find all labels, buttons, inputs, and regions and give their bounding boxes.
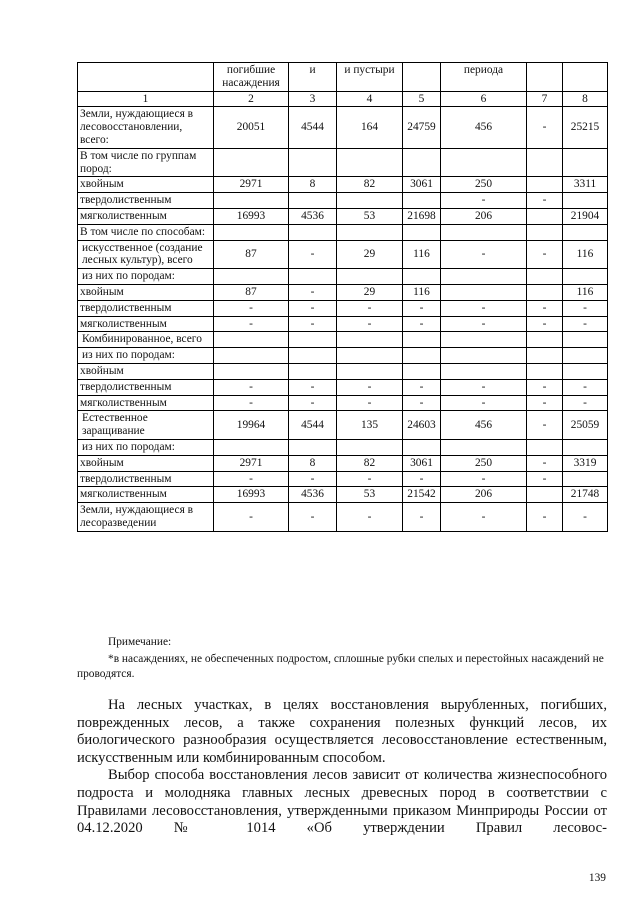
value-cell: - [289, 300, 337, 316]
value-cell: и [289, 63, 337, 92]
value-cell [563, 193, 608, 209]
value-cell [563, 269, 608, 285]
value-cell: 21542 [403, 487, 441, 503]
value-cell: 53 [337, 487, 403, 503]
value-cell: 24759 [403, 107, 441, 148]
table-row [78, 300, 608, 316]
value-cell [214, 332, 289, 348]
value-cell: 21698 [403, 208, 441, 224]
value-cell: - [527, 395, 563, 411]
table-row [78, 177, 608, 193]
value-cell [563, 63, 608, 92]
value-cell [441, 224, 527, 240]
value-cell [563, 471, 608, 487]
value-cell: 6 [441, 91, 527, 107]
value-cell: - [527, 240, 563, 269]
value-cell: - [403, 503, 441, 532]
row-label-cell: хвойным [78, 177, 214, 193]
value-cell [289, 193, 337, 209]
value-cell: 29 [337, 284, 403, 300]
table-row [78, 193, 608, 209]
value-cell: 164 [337, 107, 403, 148]
value-cell: 53 [337, 208, 403, 224]
value-cell: - [337, 471, 403, 487]
value-cell [403, 439, 441, 455]
row-label-cell: мягколиственным [78, 316, 214, 332]
row-label-cell: хвойным [78, 455, 214, 471]
row-label-cell: твердолиственным [78, 300, 214, 316]
value-cell [403, 269, 441, 285]
value-cell [403, 193, 441, 209]
value-cell: - [214, 316, 289, 332]
value-cell: - [527, 107, 563, 148]
value-cell: - [441, 240, 527, 269]
value-cell: - [289, 316, 337, 332]
value-cell [337, 224, 403, 240]
row-label-cell: мягколиственным [78, 395, 214, 411]
table-row [78, 487, 608, 503]
value-cell: 4536 [289, 208, 337, 224]
reforestation-table [77, 62, 608, 532]
value-cell: погибшие насаждения [214, 63, 289, 92]
value-cell [337, 148, 403, 177]
table-row [78, 439, 608, 455]
value-cell: - [441, 471, 527, 487]
value-cell: - [441, 300, 527, 316]
value-cell: - [214, 503, 289, 532]
value-cell [214, 193, 289, 209]
value-cell: 206 [441, 487, 527, 503]
table-row [78, 107, 608, 148]
value-cell: - [563, 316, 608, 332]
value-cell [214, 224, 289, 240]
footnote: *в насаждениях, не обеспеченных подростом, сплошные рубки спелых и перестойных насаждений не проводятся. [77, 653, 604, 680]
value-cell [337, 193, 403, 209]
value-cell [527, 332, 563, 348]
value-cell: 4 [337, 91, 403, 107]
row-label-cell [78, 63, 214, 92]
value-cell: 250 [441, 177, 527, 193]
value-cell [527, 439, 563, 455]
row-label-cell: хвойным [78, 363, 214, 379]
value-cell: и пустыри [337, 63, 403, 92]
value-cell: - [289, 503, 337, 532]
table-row [78, 224, 608, 240]
value-cell: - [337, 379, 403, 395]
paragraph: Выбор способа восстановления лесов зависит от количества жизнеспособного подроста и молодняка главных лесных древесных пород в соответствии с Правилами лесовосстановления, утвержденными приказом Минприроды России от 04.12.2020 № 1014 «Об утверждении Правил лесовос- [77, 767, 607, 837]
value-cell: 87 [214, 284, 289, 300]
table-row [78, 503, 608, 532]
row-label-cell: Естественное заращивание [78, 411, 214, 440]
value-cell [441, 363, 527, 379]
row-label-cell: из них по породам: [78, 439, 214, 455]
row-label-cell: из них по породам: [78, 269, 214, 285]
value-cell: - [527, 411, 563, 440]
row-label-cell: из них по породам: [78, 348, 214, 364]
value-cell: 4544 [289, 411, 337, 440]
value-cell: 3319 [563, 455, 608, 471]
table-row [78, 240, 608, 269]
value-cell: 3061 [403, 455, 441, 471]
value-cell [441, 284, 527, 300]
row-label-cell: В том числе по способам: [78, 224, 214, 240]
row-label-cell: твердолиственным [78, 379, 214, 395]
value-cell: 24603 [403, 411, 441, 440]
value-cell [403, 348, 441, 364]
value-cell: - [214, 300, 289, 316]
value-cell: - [527, 379, 563, 395]
row-label-cell: В том числе по группам пород: [78, 148, 214, 177]
value-cell: 3061 [403, 177, 441, 193]
value-cell [527, 284, 563, 300]
value-cell [214, 148, 289, 177]
value-cell: 16993 [214, 208, 289, 224]
value-cell: - [337, 316, 403, 332]
value-cell: 21748 [563, 487, 608, 503]
table-row [78, 269, 608, 285]
value-cell: - [403, 300, 441, 316]
table-row [78, 379, 608, 395]
value-cell [527, 177, 563, 193]
value-cell: - [527, 316, 563, 332]
value-cell [563, 363, 608, 379]
value-cell [527, 269, 563, 285]
table-row [78, 411, 608, 440]
value-cell: периода [441, 63, 527, 92]
value-cell [441, 439, 527, 455]
value-cell [403, 363, 441, 379]
value-cell [337, 348, 403, 364]
value-cell [563, 148, 608, 177]
value-cell: - [403, 471, 441, 487]
value-cell [403, 148, 441, 177]
note-title: Примечание: [108, 636, 172, 648]
value-cell [563, 439, 608, 455]
row-label-cell: 1 [78, 91, 214, 107]
value-cell: - [527, 193, 563, 209]
value-cell: - [289, 379, 337, 395]
table-row [78, 91, 608, 107]
value-cell [441, 148, 527, 177]
value-cell [214, 269, 289, 285]
row-label-cell: Земли, нуждающиеся в лесовосстановлении, всего: [78, 107, 214, 148]
value-cell: - [527, 471, 563, 487]
value-cell: - [563, 395, 608, 411]
value-cell: - [441, 193, 527, 209]
value-cell: 8 [289, 177, 337, 193]
value-cell: - [289, 395, 337, 411]
value-cell: - [563, 300, 608, 316]
value-cell: 3 [289, 91, 337, 107]
value-cell: 116 [403, 284, 441, 300]
value-cell: - [403, 395, 441, 411]
value-cell: - [403, 316, 441, 332]
value-cell [337, 363, 403, 379]
value-cell: 7 [527, 91, 563, 107]
table-row [78, 63, 608, 92]
table-row [78, 395, 608, 411]
value-cell [289, 148, 337, 177]
value-cell: 116 [563, 284, 608, 300]
value-cell: - [563, 379, 608, 395]
value-cell [214, 363, 289, 379]
value-cell [527, 63, 563, 92]
value-cell: - [337, 300, 403, 316]
value-cell: 3311 [563, 177, 608, 193]
value-cell [563, 224, 608, 240]
value-cell [527, 208, 563, 224]
row-label-cell: мягколиственным [78, 208, 214, 224]
table-row [78, 455, 608, 471]
value-cell [441, 348, 527, 364]
value-cell: 2 [214, 91, 289, 107]
row-label-cell: твердолиственным [78, 193, 214, 209]
value-cell [403, 224, 441, 240]
value-cell: 87 [214, 240, 289, 269]
value-cell: 2971 [214, 177, 289, 193]
value-cell: - [563, 503, 608, 532]
value-cell: 4544 [289, 107, 337, 148]
value-cell [441, 269, 527, 285]
value-cell: 25059 [563, 411, 608, 440]
row-label-cell: искусственное (создание лесных культур), всего [78, 240, 214, 269]
value-cell: 116 [563, 240, 608, 269]
value-cell: - [441, 379, 527, 395]
value-cell [289, 269, 337, 285]
value-cell: 135 [337, 411, 403, 440]
value-cell [289, 224, 337, 240]
row-label-cell: хвойным [78, 284, 214, 300]
value-cell: 2971 [214, 455, 289, 471]
value-cell [527, 148, 563, 177]
page-number: 139 [588, 872, 606, 884]
value-cell [563, 348, 608, 364]
table-row [78, 332, 608, 348]
value-cell: - [337, 503, 403, 532]
value-cell [527, 363, 563, 379]
value-cell: 4536 [289, 487, 337, 503]
value-cell: - [214, 379, 289, 395]
value-cell [337, 439, 403, 455]
value-cell: 82 [337, 177, 403, 193]
value-cell: - [441, 395, 527, 411]
value-cell: 8 [563, 91, 608, 107]
value-cell: 25215 [563, 107, 608, 148]
table-row [78, 348, 608, 364]
value-cell: - [214, 395, 289, 411]
value-cell [403, 63, 441, 92]
value-cell: 29 [337, 240, 403, 269]
value-cell [337, 269, 403, 285]
value-cell: - [289, 284, 337, 300]
table-row [78, 284, 608, 300]
value-cell [441, 332, 527, 348]
table-row [78, 148, 608, 177]
value-cell [289, 439, 337, 455]
value-cell: - [527, 455, 563, 471]
value-cell: - [441, 503, 527, 532]
value-cell: 82 [337, 455, 403, 471]
value-cell [527, 224, 563, 240]
value-cell [214, 348, 289, 364]
value-cell: - [289, 240, 337, 269]
value-cell: 16993 [214, 487, 289, 503]
row-label-cell: Комбинированное, всего [78, 332, 214, 348]
value-cell [563, 332, 608, 348]
value-cell: 8 [289, 455, 337, 471]
value-cell: 206 [441, 208, 527, 224]
value-cell: 20051 [214, 107, 289, 148]
value-cell: - [527, 300, 563, 316]
table-row [78, 208, 608, 224]
value-cell [289, 363, 337, 379]
value-cell: - [289, 471, 337, 487]
table-row [78, 363, 608, 379]
value-cell [527, 487, 563, 503]
value-cell [289, 348, 337, 364]
value-cell [337, 332, 403, 348]
value-cell: 250 [441, 455, 527, 471]
value-cell: - [403, 379, 441, 395]
value-cell [289, 332, 337, 348]
value-cell [214, 439, 289, 455]
table-row [78, 316, 608, 332]
row-label-cell: Земли, нуждающиеся в лесоразведении [78, 503, 214, 532]
value-cell: 5 [403, 91, 441, 107]
value-cell [403, 332, 441, 348]
value-cell: - [441, 316, 527, 332]
value-cell: 21904 [563, 208, 608, 224]
value-cell: - [527, 503, 563, 532]
row-label-cell: твердолиственным [78, 471, 214, 487]
table-row [78, 471, 608, 487]
value-cell: 456 [441, 107, 527, 148]
row-label-cell: мягколиственным [78, 487, 214, 503]
value-cell: - [214, 471, 289, 487]
value-cell [527, 348, 563, 364]
value-cell: 456 [441, 411, 527, 440]
paragraph: На лесных участках, в целях восстановления вырубленных, погибших, поврежденных лесов, а также сохранения полезных функций лесов, их биологического разнообразия осуществляется лесовосстановление естественным, искусственным или комбинированным способом. [77, 697, 607, 766]
value-cell: 19964 [214, 411, 289, 440]
body-text [77, 697, 607, 838]
value-cell: - [337, 395, 403, 411]
value-cell: 116 [403, 240, 441, 269]
